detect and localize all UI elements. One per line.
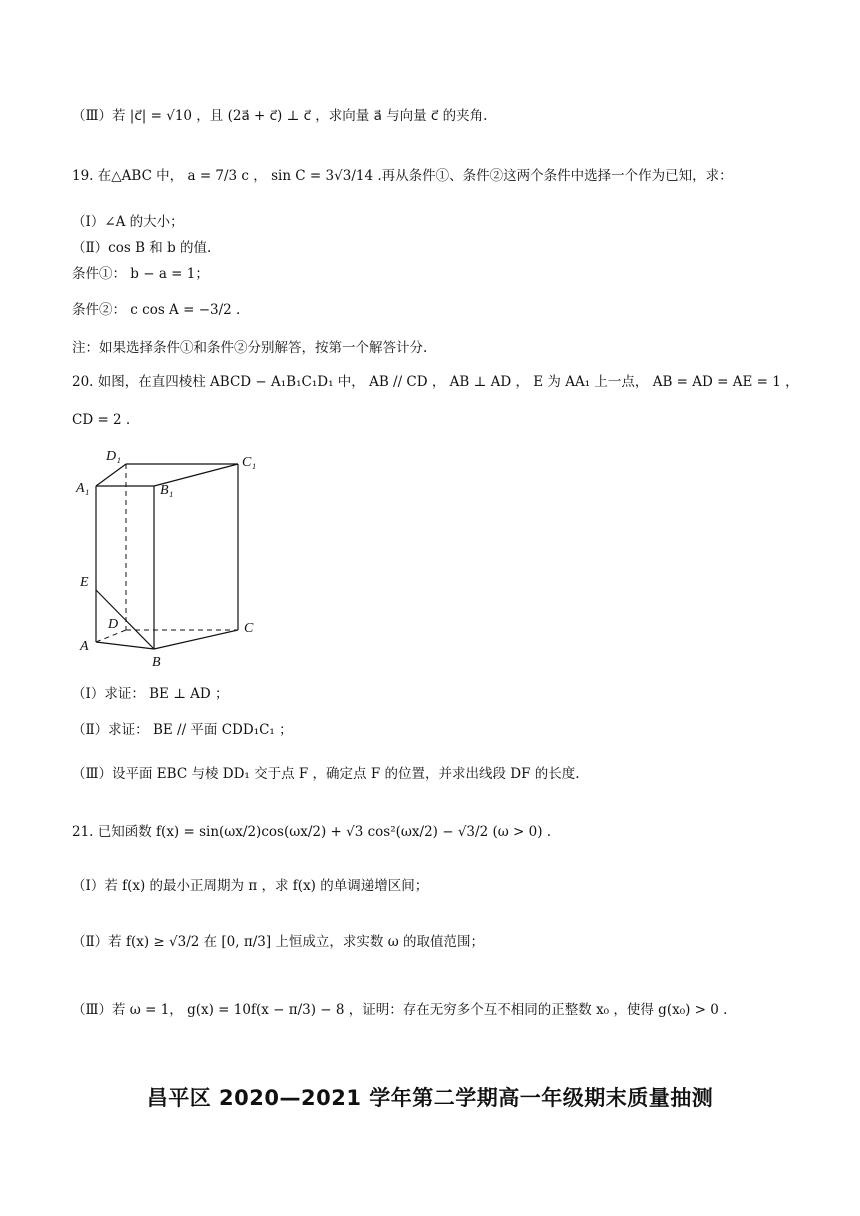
label-A1: A₁ xyxy=(76,481,90,496)
q21-stem: 21. 已知函数 f(x) = sin(ωx/2)cos(ωx/2) + √3 cos²(ωx/2) − √3/2 (ω > 0) . xyxy=(72,824,552,840)
q21-part2: （Ⅱ）若 f(x) ≥ √3/2 在 [0, π/3] 上恒成立，求实数 ω 的取值范围； xyxy=(72,934,485,950)
q19-part2: （Ⅱ）cos B 和 b 的值. xyxy=(72,240,212,256)
q19-note: 注：如果选择条件①和条件②分别解答，按第一个解答计分. xyxy=(72,340,428,356)
label-C: C xyxy=(244,621,254,636)
q19-condition1: 条件①： b − a = 1； xyxy=(72,266,209,282)
q20-part1: （Ⅰ）求证： BE ⊥ AD ； xyxy=(72,686,229,702)
label-A: A xyxy=(80,639,89,654)
q21-part1: （Ⅰ）若 f(x) 的最小正周期为 π ，求 f(x) 的单调递增区间； xyxy=(72,878,429,894)
q21-part3: （Ⅲ）若 ω = 1， g(x) = 10f(x − π/3) − 8 ，证明：存在无穷多个互不相同的正整数 x₀ ，使得 g(x₀) > 0 . xyxy=(72,1002,728,1018)
q19-part1: （Ⅰ）∠A 的大小； xyxy=(72,214,184,230)
label-E: E xyxy=(80,575,89,590)
q20-part2: （Ⅱ）求证： BE // 平面 CDD₁C₁ ； xyxy=(72,722,293,738)
label-B: B xyxy=(152,655,161,670)
q19-condition2: 条件②： c cos A = −3/2 . xyxy=(72,302,241,318)
label-D1: D₁ xyxy=(106,449,121,464)
label-B1: B₁ xyxy=(160,483,174,498)
exam-title: 昌平区 2020—2021 学年第二学期高一年级期末质量抽测 xyxy=(146,1086,714,1110)
q20-stem-cont: CD = 2 . xyxy=(72,412,131,428)
q20-part3: （Ⅲ）设平面 EBC 与棱 DD₁ 交于点 F ，确定点 F 的位置，并求出线段 DF 的长度. xyxy=(72,766,580,782)
label-C1: C₁ xyxy=(242,455,257,470)
q19-stem: 19. 在△ABC 中， a = 7/3 c ， sin C = 3√3/14 .再从条件①、条件②这两个条件中选择一个作为已知，求： xyxy=(72,168,733,184)
label-D: D xyxy=(108,617,119,632)
q18-part3: （Ⅲ）若 |c⃗| = √10 ，且 (2a⃗ + c⃗) ⊥ c⃗ ，求向量 a⃗ 与向量 c⃗ 的夹角. xyxy=(72,108,488,124)
prism-figure xyxy=(72,444,272,674)
q20-stem: 20. 如图，在直四棱柱 ABCD − A₁B₁C₁D₁ 中， AB // CD ， AB ⊥ AD ， E 为 AA₁ 上一点， AB = AD = AE = 1 ， xyxy=(72,374,799,390)
